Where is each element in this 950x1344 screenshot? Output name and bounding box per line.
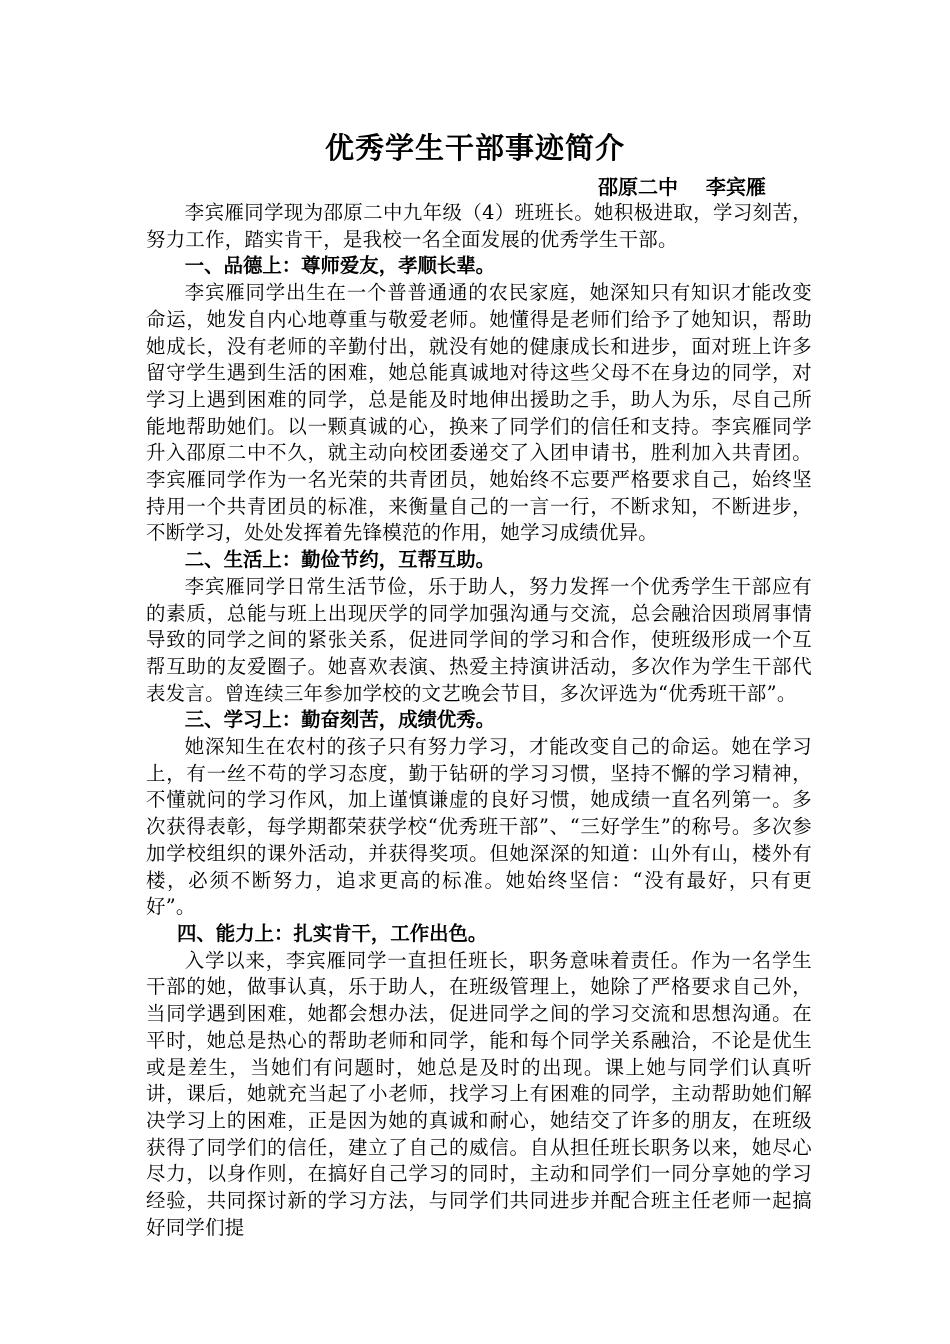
- section-heading-1: 一、品德上：尊师爱友，孝顺长辈。: [184, 254, 496, 278]
- intro-paragraph: 李宾雁同学现为邵原二中九年级（4）班班长。她积极进取，学习刻苦，努力工作，踏实肯干，是我校一名全面发展的优秀学生干部。: [146, 201, 812, 251]
- section-heading-3: 三、学习上：勤奋刻苦，成绩优秀。: [184, 708, 496, 732]
- document-body: [146, 200, 812, 1241]
- section-heading-4: 四、能力上：扎实肯干，工作出色。: [177, 921, 488, 945]
- document-title: 优秀学生干部事迹简介: [324, 131, 625, 165]
- section-paragraph-4: 入学以来，李宾雁同学一直担任班长，职务意味着责任。作为一名学生干部的她，做事认真，乐于助人，在班级管理上，她除了严格要求自己外，当同学遇到困难，她都会想办法，促进同学之间的学习交流和思想沟通。在平时，她总是热心的帮助老师和同学，能和每个同学关系融洽，不论是优生或是差生，当她们有问题时，她总是及时的出现。课上她与同学们认真听讲，课后，她就充当起了小老师，找学习上有困难的同学，主动帮助她们解决学习上的困难，正是因为她的真诚和耐心，她结交了许多的朋友，在班级获得了同学们的信任，建立了自己的威信。自从担任班长职务以来，她尽心尽力，以身作则，在搞好自己学习的同时，主动和同学们一同分享她的学习经验，共同探讨新的学习方法，与同学们共同进步并配合班主任老师一起搞好同学们提: [146, 948, 812, 1239]
- section-heading-2: 二、生活上：勤俭节约，互帮互助。: [184, 548, 496, 572]
- section-paragraph-2: 李宾雁同学日常生活节俭，乐于助人，努力发挥一个优秀学生干部应有的素质，总能与班上出现厌学的同学加强沟通与交流，总会融洽因琐屑事情导致的同学之间的紧张关系，促进同学间的学习和合作，使班级形成一个互帮互助的友爱圈子。她喜欢表演、热爱主持演讲活动，多次作为学生干部代表发言。曾连续三年参加学校的文艺晚会节目，多次评选为“优秀班干部”。: [146, 574, 812, 705]
- section-paragraph-3: 她深知生在农村的孩子只有努力学习，才能改变自己的命运。她在学习上，有一丝不苟的学习态度，勤于钻研的学习习惯，坚持不懈的学习精神，不懂就问的学习作风，加上谨慎谦虚的良好习惯，她成绩一直名列第一。多次获得表彰，每学期都荣获学校“优秀班干部”、“三好学生”的称号。多次参加学校组织的课外活动，并获得奖项。但她深深的知道：山外有山，楼外有楼，必须不断努力，追求更高的标准。她始终坚信：“没有最好，只有更好”。: [146, 735, 812, 919]
- author-line: 邵原二中 李宾雁: [598, 175, 766, 199]
- section-paragraph-1: 李宾雁同学出生在一个普普通通的农民家庭，她深知只有知识才能改变命运，她发自内心地尊重与敬爱老师。她懂得是老师们给予了她知识，帮助她成长，没有老师的辛勤付出，就没有她的健康成长和进步，面对班上许多留守学生遇到生活的困难，她总能真诚地对待这些父母不在身边的同学，对学习上遇到困难的同学，总是能及时地伸出援助之手，助人为乐，尽自己所能地帮助她们。以一颗真诚的心，换来了同学们的信任和支持。李宾雁同学升入邵原二中不久，就主动向校团委递交了入团申请书，胜利加入共青团。李宾雁同学作为一名光荣的共青团员，她始终不忘要严格要求自己，始终坚持用一个共青团员的标准，来衡量自己的一言一行，不断求知，不断进步，不断学习，处处发挥着先锋模范的作用，她学习成绩优异。: [146, 281, 812, 545]
